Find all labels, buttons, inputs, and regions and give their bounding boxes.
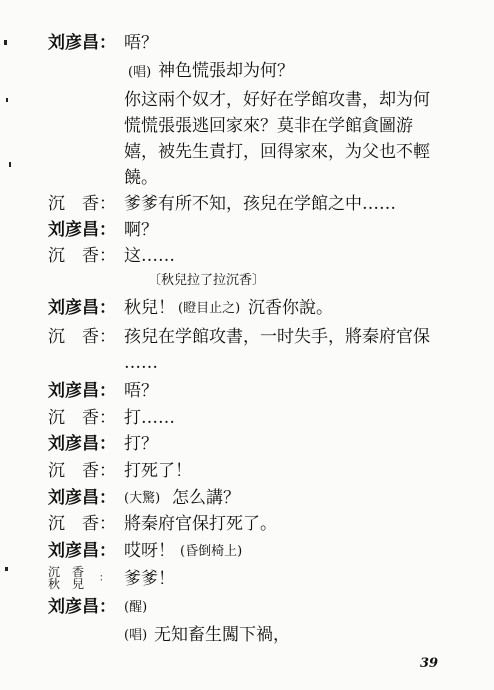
stage-direction: (大驚) [124, 491, 161, 506]
speaker-liu-yanchang: 刘彦昌： [48, 220, 116, 240]
speaker-chen-xiang: 沉 香 [48, 565, 85, 579]
dialogue-text: 嬉，被先生責打，回得家來，为父也不輕 [124, 142, 430, 162]
dialogue-text: …… [124, 353, 158, 373]
scan-speck [4, 40, 7, 45]
speaker-liu-yanchang: 刘彦昌： [48, 434, 116, 454]
stage-direction: (瞪目止之) [178, 301, 241, 316]
speaker-liu-yanchang: 刘彦昌： [48, 541, 116, 561]
stage-direction: (昏倒椅上) [180, 544, 243, 559]
dialogue-text: 爹爹有所不知，孩兒在学館之中…… [124, 194, 396, 214]
dialogue-text: 唔？ [124, 381, 158, 401]
dialogue-text: 沉香你說。 [248, 298, 333, 318]
scan-speck [5, 567, 8, 571]
speaker-liu-yanchang: 刘彦昌： [48, 488, 116, 508]
stage-direction: (醒) [124, 600, 148, 615]
stacked-speakers [48, 566, 92, 590]
speaker-liu-yanchang: 刘彦昌： [48, 597, 116, 617]
sung-text: 无知畜生闖下禍， [154, 625, 290, 645]
speaker-liu-yanchang: 刘彦昌： [48, 33, 116, 53]
dialogue-text: 打？ [124, 434, 158, 454]
sung-text: 神色慌張却为何？ [158, 61, 294, 81]
scan-speck [9, 162, 11, 167]
dialogue-text: 秋兒！ [124, 298, 175, 318]
dialogue-text: 慌慌張張逃回家來？莫非在学館貪圖游 [124, 116, 413, 136]
speaker-chen-xiang: 沉 香： [48, 246, 116, 266]
dialogue-text: 饒。 [124, 168, 158, 188]
speaker-liu-yanchang: 刘彦昌： [48, 298, 116, 318]
dialogue-text: 怎么講？ [172, 488, 240, 508]
stage-direction: (唱) [128, 65, 152, 80]
dialogue-text: 打…… [124, 408, 175, 428]
dialogue-text: 唔？ [124, 33, 158, 53]
stage-direction: 〔秋兒拉了拉沉香〕 [148, 273, 266, 288]
speaker-chen-xiang: 沉 香： [48, 408, 116, 428]
scan-speck [6, 98, 8, 102]
speaker-chen-xiang: 沉 香： [48, 514, 116, 534]
dialogue-text: 打死了！ [124, 461, 192, 481]
speaker-qiu-er: 秋 兒 [48, 577, 85, 591]
speaker-chen-xiang: 沉 香： [48, 327, 116, 347]
speaker-chen-xiang: 沉 香： [48, 194, 116, 214]
dialogue-text: 这…… [124, 246, 175, 266]
page-number: 39 [420, 656, 439, 671]
dialogue-text: 將秦府官保打死了。 [124, 514, 277, 534]
brace-colon: ： [99, 573, 109, 584]
speaker-liu-yanchang: 刘彦昌： [48, 381, 116, 401]
stage-direction: (唱) [124, 628, 148, 643]
dialogue-text: 哎呀！ [124, 541, 175, 561]
dialogue-text: 你这兩个奴才，好好在学館攻書，却为何 [124, 90, 430, 110]
dialogue-text: 爹爹！ [124, 569, 175, 589]
dialogue-text: 孩兒在学館攻書，一时失手，將秦府官保 [124, 327, 430, 347]
dialogue-text: 啊？ [124, 220, 158, 240]
speaker-chen-xiang: 沉 香： [48, 461, 116, 481]
